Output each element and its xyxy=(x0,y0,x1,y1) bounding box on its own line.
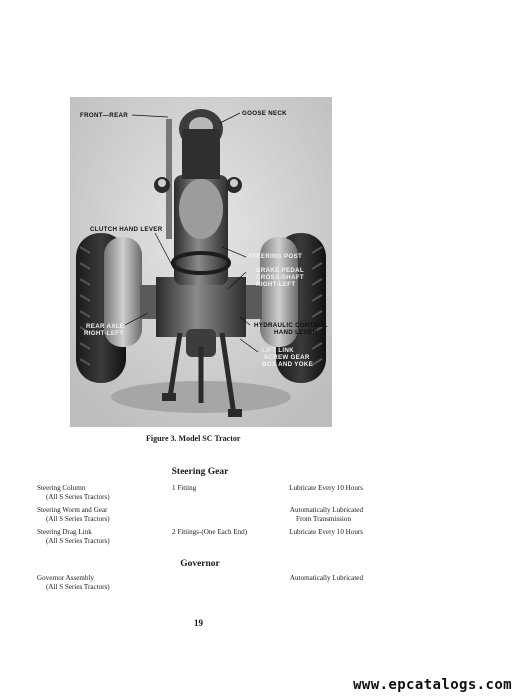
label-brake-pedal-3: RIGHT-LEFT xyxy=(256,281,296,288)
label-rear-axle-1: REAR AXLE xyxy=(86,323,125,330)
watermark: www.epcatalogs.com xyxy=(353,677,512,693)
row-note-steering-worm-gear: Automatically Lubricated xyxy=(289,506,363,514)
row-note2-steering-worm-gear: From Transmission xyxy=(296,515,351,523)
page-number: 19 xyxy=(194,618,203,628)
row-note-steering-column: Lubricate Every 10 Hours xyxy=(289,484,363,492)
label-lift-link-3: BOX AND YOKE xyxy=(262,361,314,368)
row-sub-steering-worm-gear: (All S Series Tractors) xyxy=(46,515,110,523)
label-steering-post: STEERING POST xyxy=(248,253,303,260)
tractor-photo xyxy=(70,97,332,427)
row-fitting-steering-column: 1 Fitting xyxy=(172,484,197,492)
row-sub-steering-column: (All S Series Tractors) xyxy=(46,493,110,501)
row-sub-governor-assembly: (All S Series Tractors) xyxy=(46,583,110,591)
label-front-rear: FRONT—REAR xyxy=(80,112,129,119)
row-note-steering-drag-link: Lubricate Every 10 Hours xyxy=(289,528,363,536)
label-rear-axle-2: RIGHT-LEFT xyxy=(84,330,124,337)
label-hydraulic-2: HAND LEVER xyxy=(274,329,318,336)
label-lift-link-1: LIFT LINK xyxy=(262,347,294,354)
row-sub-steering-drag-link: (All S Series Tractors) xyxy=(46,537,110,545)
label-brake-pedal-2: CROSS-SHAFT xyxy=(256,274,304,281)
label-lift-link-2: SCREW GEAR xyxy=(264,354,310,361)
section-title-governor: Governor xyxy=(180,559,220,569)
label-brake-pedal-1: BRAKE PEDAL xyxy=(256,267,304,274)
row-name-governor-assembly: Governor Assembly xyxy=(37,574,94,582)
row-name-steering-worm-gear: Steering Worm and Gear xyxy=(37,506,108,514)
row-name-steering-column: Steering Column xyxy=(37,484,86,492)
row-name-steering-drag-link: Steering Drag Link xyxy=(37,528,92,536)
figure-caption: Figure 3. Model SC Tractor xyxy=(146,434,241,443)
tractor-illustration xyxy=(70,97,332,427)
section-title-steering-gear: Steering Gear xyxy=(171,467,229,477)
label-clutch-hand-lever: CLUTCH HAND LEVER xyxy=(90,226,163,233)
label-hydraulic-1: HYDRAULIC CONTROL xyxy=(254,322,328,329)
row-note-governor-assembly: Automatically Lubricated xyxy=(289,574,363,582)
label-goose-neck: GOOSE NECK xyxy=(242,110,287,117)
row-fitting-steering-drag-link: 2 Fittings-(One Each End) xyxy=(172,528,248,536)
